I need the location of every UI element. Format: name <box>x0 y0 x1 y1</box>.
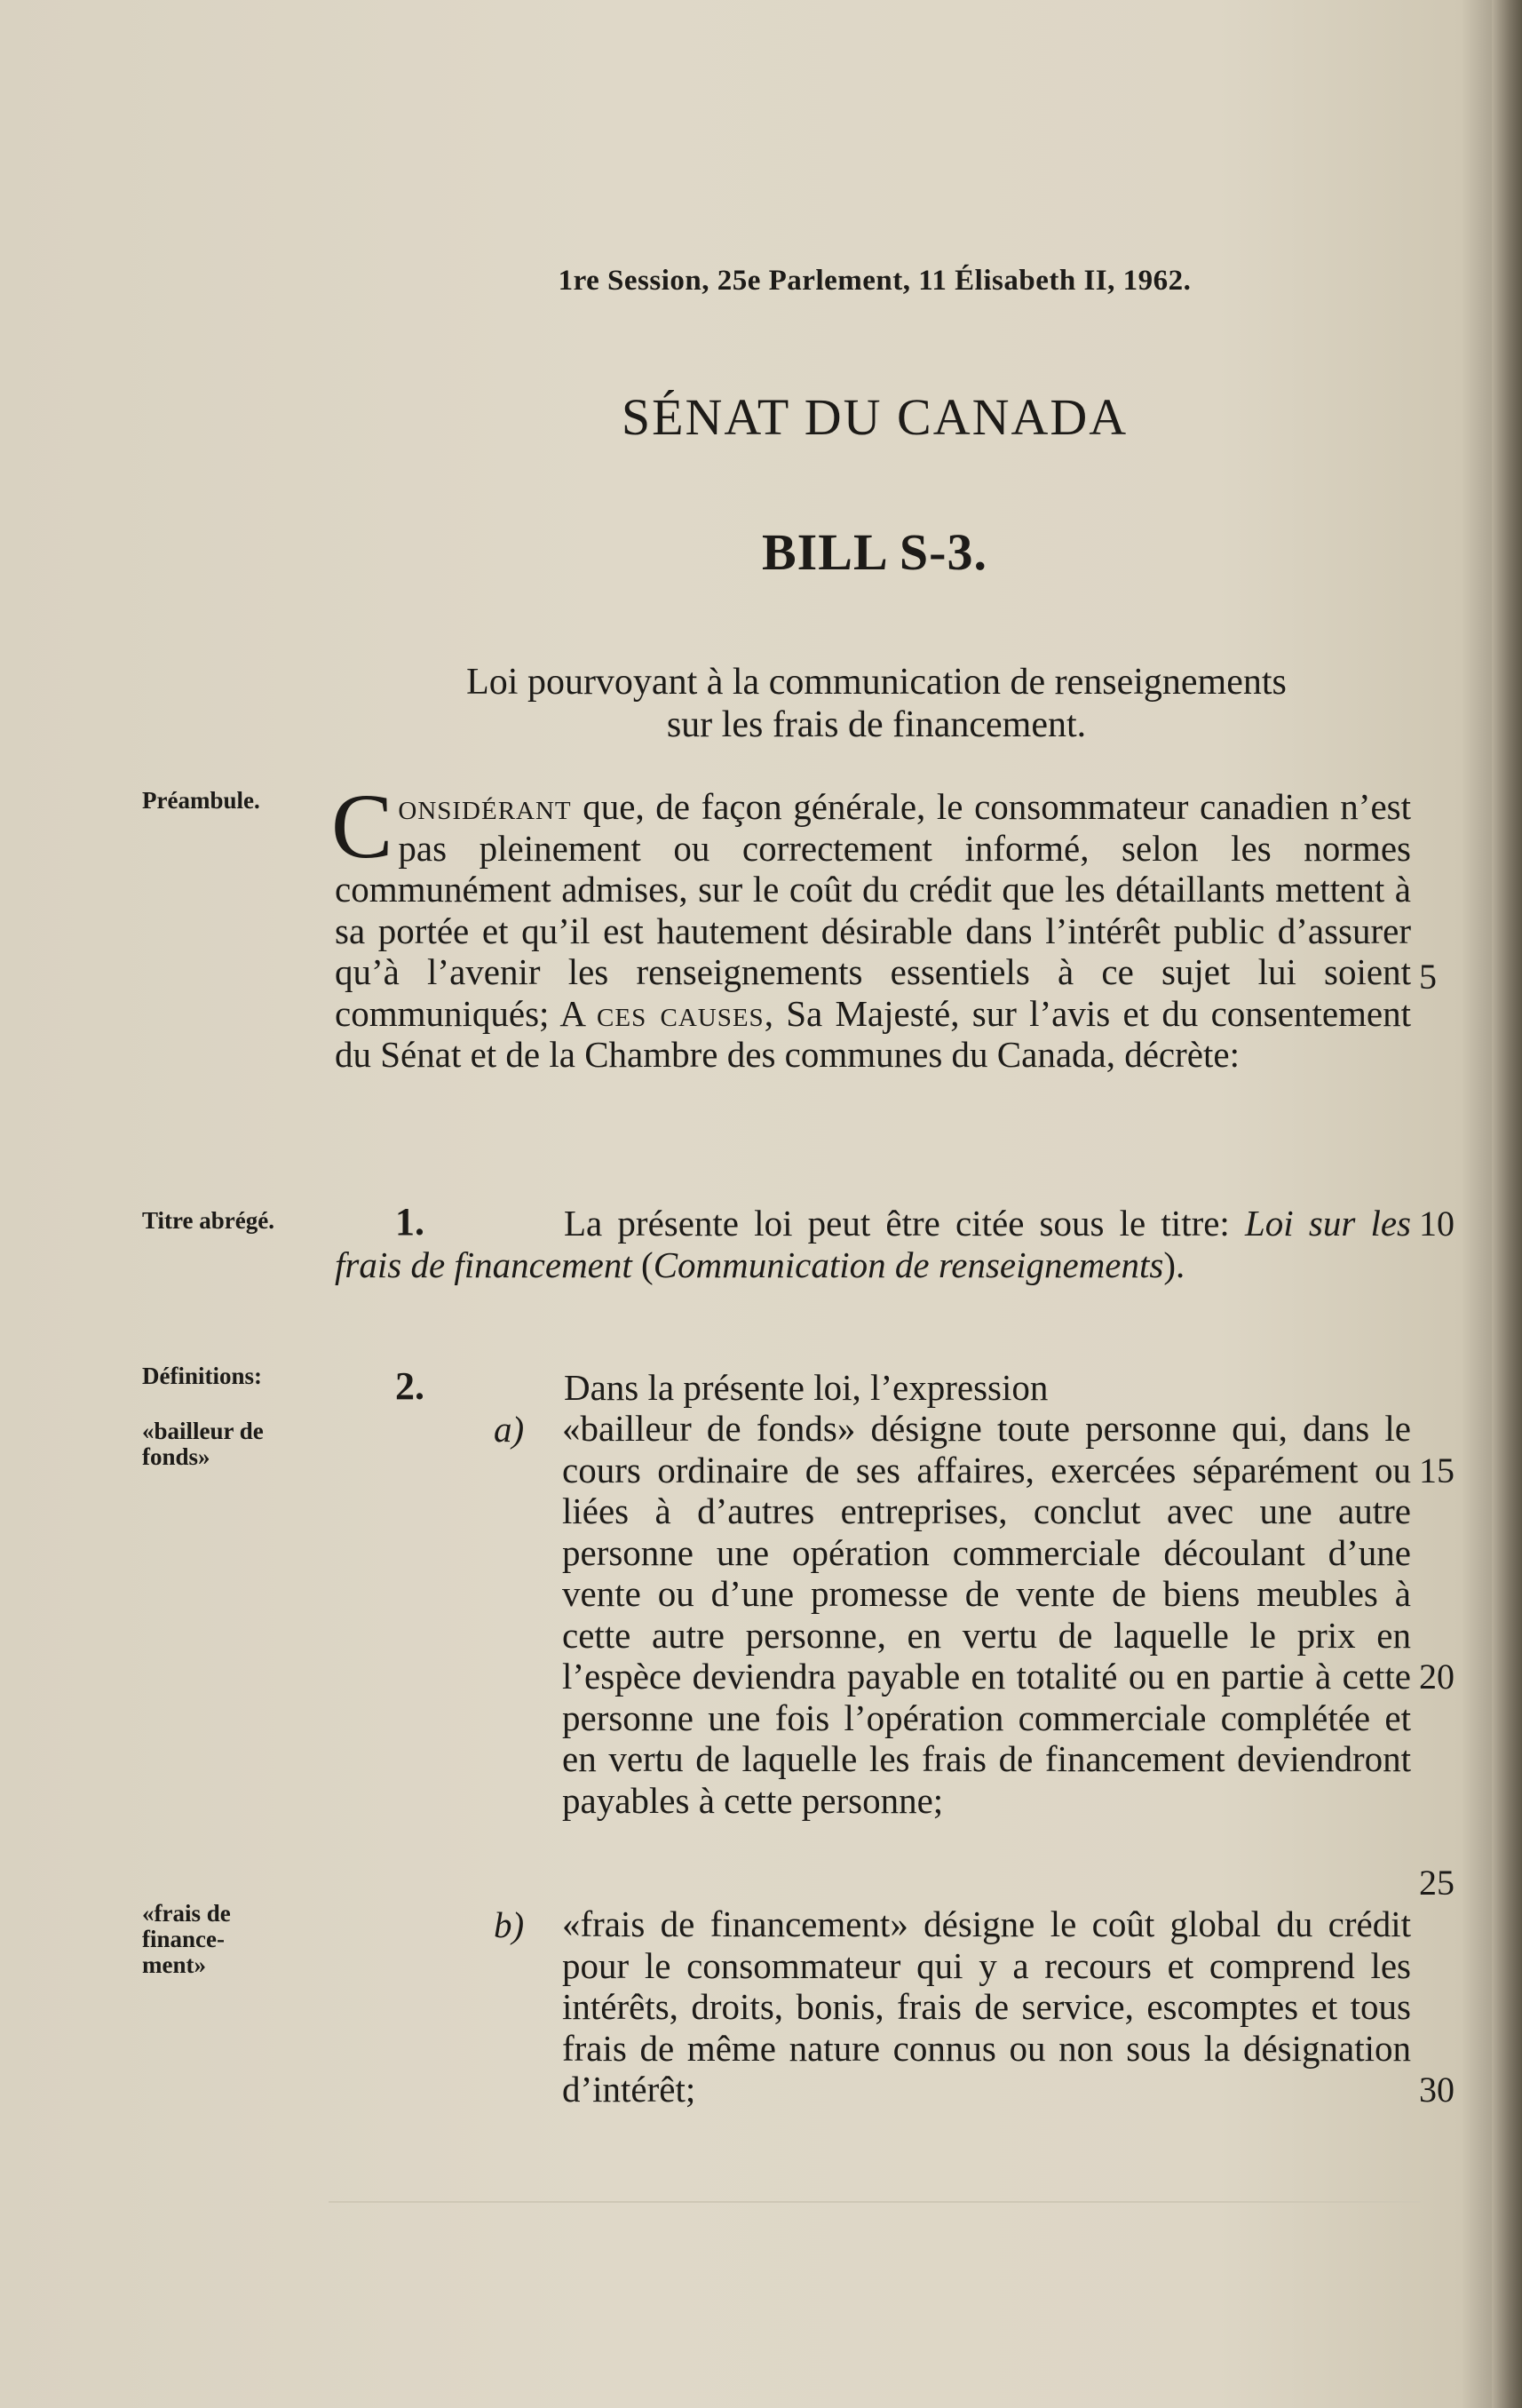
preamble-text-1: que, de façon générale, le consommateur canadien n’est pas pleinement ou correctement informé, selon les normes communément admises, sur le coût du crédit que les détaillants mettent à sa portée et qu’il est hautement désirable dans l’intérêt public d’assurer qu’à l’avenir les renseignements essentiels à ce sujet lui soient communiqués; A <box>335 786 1411 1034</box>
margin-note-charges-line-1: «frais de <box>142 1900 231 1927</box>
section-1-title-italic-1: Loi sur les frais de financement <box>335 1203 1411 1285</box>
line-number: 10 <box>1419 1204 1455 1244</box>
line-number: 25 <box>1419 1863 1455 1903</box>
section-1-number: 1. <box>395 1200 424 1244</box>
page-edge-shadow <box>1492 0 1522 2408</box>
margin-note-charges-line-3: ment» <box>142 1951 206 1978</box>
line-number: 30 <box>1419 2070 1455 2110</box>
preamble-paragraph <box>331 775 1412 1076</box>
preamble-lead: onsidérant <box>398 786 572 827</box>
margin-note-definitions: Définitions: <box>142 1363 262 1389</box>
bill-number: BILL S-3. <box>762 523 987 581</box>
margin-note-charges-line-2: finance- <box>142 1926 225 1952</box>
margin-note-lender-line-1: «bailleur de <box>142 1418 264 1444</box>
bill-title-line-2: sur les frais de financement. <box>666 704 1087 745</box>
margin-note-lender-line-2: fonds» <box>142 1443 210 1470</box>
margin-note-lender <box>142 1419 320 1470</box>
margin-note-preamble: Préambule. <box>142 787 260 814</box>
line-number: 15 <box>1419 1450 1455 1490</box>
bill-title-line-1: Loi pourvoyant à la communication de renseignements <box>466 662 1287 703</box>
item-a-text: «bailleur de fonds» désigne toute personne qui, dans le cours ordinaire de ses affaires, exercées séparément ou liées à d’autres entreprises, conclut avec une autre personne une opération commerciale découlant d’une vente ou d’une promesse de vente de biens meubles à cette autre personne, en vertu de laquelle le prix en l’espèce deviendra payable en totalité ou en partie à cette personne une fois l’opération commerciale complétée et en vertu de laquelle les frais de financement deviendront payables à cette personne; <box>562 1408 1411 1821</box>
section-1-title-italic-2: Communication de renseignements <box>653 1244 1164 1285</box>
preamble-text-2: , Sa Majesté, sur l’avis et du consentement du Sénat et de la Chambre des communes du Canada, décrète: <box>335 992 1412 1075</box>
preamble-smallcaps: ces causes <box>597 992 765 1034</box>
item-b-label: b) <box>494 1904 525 1945</box>
margin-note-finance-charges <box>142 1901 320 1978</box>
session-header: 1re Session, 25e Parlement, 11 Élisabeth II, 1962. <box>558 265 1192 297</box>
section-1-text-start: La présente loi peut être citée sous le titre: <box>564 1203 1245 1244</box>
section-1-text <box>335 1203 1411 1285</box>
section-1-text-end: ). <box>1163 1244 1185 1285</box>
item-b-text: «frais de financement» désigne le coût global du crédit pour le consommateur qui y a recours et comprend les intérêts, droits, bonis, frais de service, escomptes et tous frais de même nature connus ou non sous la désignation d’intérêt; <box>562 1903 1411 2110</box>
item-a-label: a) <box>494 1409 525 1450</box>
bleed-through-rule <box>329 2201 1421 2203</box>
margin-note-short-title: Titre abrégé. <box>142 1207 274 1234</box>
bill-title <box>373 661 1380 746</box>
line-number: 20 <box>1419 1657 1455 1697</box>
preamble-dropcap: C <box>331 775 393 878</box>
section-2-intro: Dans la présente loi, l’expression <box>564 1367 1049 1408</box>
section-2-number: 2. <box>395 1364 424 1408</box>
chamber-title: SÉNAT DU CANADA <box>621 388 1129 446</box>
section-1-text-mid: ( <box>631 1244 654 1285</box>
line-number: 5 <box>1419 957 1437 997</box>
